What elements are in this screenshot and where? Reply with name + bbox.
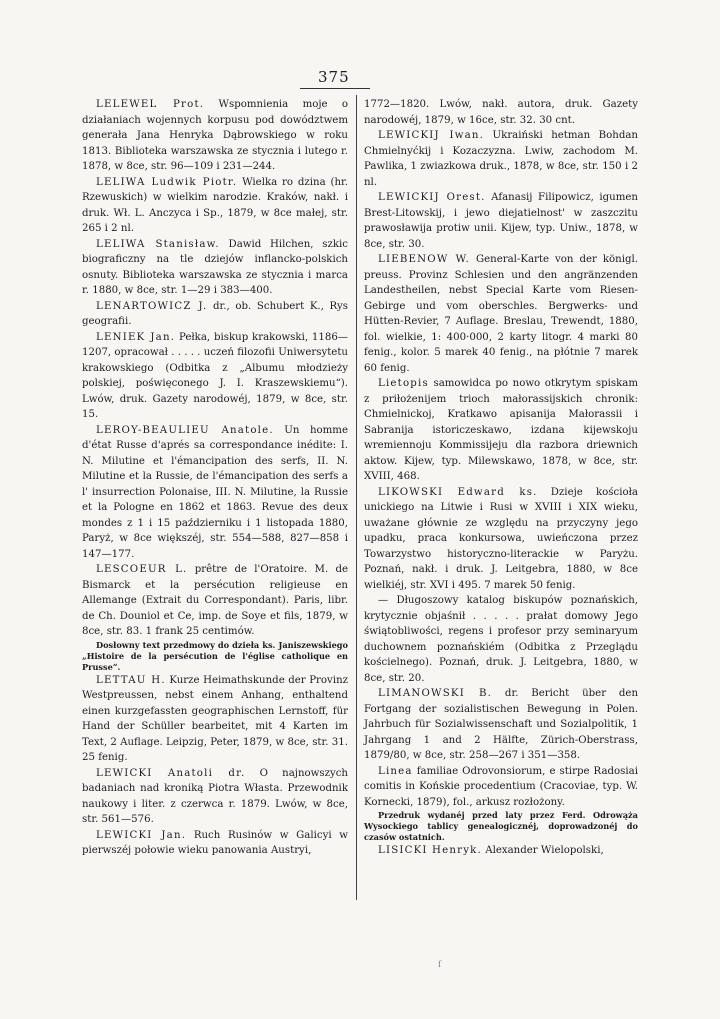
bibliography-entry (82, 562, 348, 640)
entry-text: Pełka, biskup krakowski, 1186—1207, opracował . . . . . uczeń filozofii Uniwersytetu krakowskiego (Odbitka z „Albumu młodzieży polskiej, poświęconego J. I. Kraszewskiemu“). Lwów, druk. Gazety narodowéj, 1879, w 8ce, str. 15. (82, 331, 348, 420)
column-divider (356, 95, 357, 900)
bibliography-entry (82, 97, 348, 175)
bibliography-entry (364, 376, 638, 485)
entry-author: LELIWA Ludwik Piotr. (96, 176, 238, 188)
entry-text: Ruch Rusinów w Galicyi w pierwszéj połowie wieku panowania Austryi, (82, 829, 348, 856)
left-column (82, 97, 348, 859)
entry-text: Ukraiński hetman Bohdan Chmielnyćkij i Kozaczyzna. Lwiw, zachodom M. Pawlika, 1 zwiazkowa druk., 1878, w 8ce, str. 150 i 2 nl. (364, 130, 638, 188)
entry-text: familiae Odrovonsiorum, e stirpe Radosiai comitis in Końskie procedentium (Cracoviae, typ. W. Kornecki, 1879), fol., arkusz rozłożony. (364, 765, 638, 808)
bibliography-entry (364, 252, 638, 376)
bibliography-entry (364, 190, 638, 252)
bibliography-entry (82, 673, 348, 766)
entry-author: LIMANOWSKI B. (378, 688, 493, 699)
bibliography-entry (82, 330, 348, 423)
entry-text: dr. Bericht über den Fortgang der sozialistischen Bewegung in Polen. Jahrbuch für Sozialwissenschaft und Sozialpolitik, 1 Jahrgang 1 and 2 Hälfte, Zürich-Oberstrass, 1879/80, w 8ce, str. 258—267 i 351—358. (364, 688, 639, 761)
entry-author: Linea (378, 765, 413, 777)
entry-author: LEROY-BEAULIEU Anatole. (96, 424, 274, 436)
bibliography-entry (364, 593, 638, 686)
entry-text: — Długoszowy katalog biskupów poznańskich, krytycznie objaśnił . . . . . prałat domowy Jego świątobliwości, regens i profesor przy seminaryum duchownem poznańskiém (Odbitka z Przeglądu kościelnego). Poznań, druk. J. Leitgebra, 1880, w 8ce, str. 20. (364, 595, 638, 684)
bibliography-entry (82, 766, 348, 828)
entry-author: LISICKI Henryk. (378, 845, 482, 856)
page-number-rule (300, 88, 370, 89)
entry-text: Dzieje kościoła unickiego na Litwie i Rusi w XVIII i XIX wieku, uważane głównie ze względu na przyczyny jego upadku, praca konkursowa, uwieńczona przez Towarzystwo historyczno-literackie w Paryżu. Poznań, nakł. i druk. J. Leitgebra, 1880, w 8ce wielkiéj, str. XVI i 495. 7 marek 50 fenig. (364, 486, 638, 591)
entry-author: LEWICKIJ Iwan. (378, 130, 485, 141)
right-column (364, 97, 638, 859)
page-number: 375 (318, 68, 350, 86)
entry-author: LELEWEL Prot. (96, 99, 205, 110)
entry-author: LEWICKI Anatoli dr. (96, 767, 246, 779)
bibliography-entry (364, 764, 638, 811)
bibliography-entry (82, 828, 348, 859)
entry-author: LEWICKI Jan. (96, 829, 187, 841)
entry-author: LEWICKIJ Orest. (378, 192, 486, 203)
entry-author: LESCOEUR L. (96, 564, 188, 575)
bibliography-entry (82, 175, 348, 237)
entry-text: Afanasij Filipowicz, igumen Brest-Litowskij, i jewo diejatielnost' w zaszczitu prawosławija protiw unii. Kijew, typ. Uniw., 1878, w 8ce, str. 30. (364, 192, 638, 250)
entry-note: Dosłowny text przedmowy do dzieła ks. Janiszewskiego „Histoire de la persécution de l'église catholique en Prusse“. (82, 639, 348, 672)
entry-author: LETTAU H. (96, 674, 166, 686)
entry-text: Wielka ro dzina (hr. Rzewuskich) w wielkim narodzie. Kraków, nakł. i druk. Wł. L. Anczyca i Sp., 1879, w 8ce małej, str. 265 i 2 nl. (82, 176, 348, 234)
entry-author: LIEBENOW W. (378, 254, 470, 265)
bibliography-entry (82, 423, 348, 563)
entry-author: LIKOWSKI Edward ks. (378, 486, 538, 498)
bibliography-entry (364, 485, 638, 594)
entry-note: Przedruk wydanéj przed laty przez Ferd. Odrowąża Wysockiego tablicy genealogicznéj, doprowadzonéj do czasów ostatnich. (364, 810, 638, 842)
entry-text: Un homme d'état Russe d'aprés sa correspondance inédite: I. N. Milutine et l'émancipation des serfs, II. N. Milutine et la Russie, de l'émancipation des serfs a l' insurrection Polonaise, III. N. Milutine, la Russie et la Pologne en 1862 et 1863. Revue des deux mondes z 1 i 15 październiku i 1 listopada 1880, Paryż, w 8ce większéj, str. 554—588, 827—858 i 147—177. (82, 424, 348, 560)
entry-text: Alexander Wielopolski, (481, 845, 604, 856)
entry-author: LENARTOWICZ J. (96, 300, 208, 312)
entry-text: samowidca po nowo otkrytym spiskam z priłożenijem trioch małorassijskich chronik: Chmielnickoj, Kratkawo apisanija Małorassii i Sabranija istoriczeskawo, izdana kijewskoju wremiennoju Kommissijeju dla razbora driewnich aktow. Kijew, typ. Milewskawo, 1878, w 8ce, str. XVIII, 468. (364, 378, 638, 482)
entry-author: LENIEK Jan. (96, 331, 176, 343)
bibliography-entry (82, 237, 348, 299)
bibliography-entry (364, 128, 638, 190)
entry-text: dr., ob. Schubert K., Rys geografii. (82, 300, 348, 327)
entry-text: prêtre de l'Oratoire. M. de Bismarck et la persécution religieuse en Allemange (Extrait du Correspondant). Paris, libr. de Ch. Douniol et Ce, imp. de Soye et fils, 1879, w 8ce, str. 83. 1 frank 25 centimów. (82, 564, 348, 637)
entry-text: 1772—1820. Lwów, nakł. autora, druk. Gazety narodowéj, 1879, w 16ce, str. 32. 30 cnt. (364, 99, 638, 126)
entry-text: Wspomnienia moje o działaniach wojennych korpusu pod dowództwem generała Jana Henryka Dąbrowskiego w roku 1813. Biblioteka warszawska ze stycznia i lutego r. 1878, w 8ce, str. 96—109 i 231—244. (82, 99, 348, 172)
bibliography-entry (364, 686, 638, 764)
entry-author: Lietopis (378, 378, 429, 389)
bibliography-entry-continued (364, 97, 638, 128)
entry-text: Kurze Heimathskunde der Provinz Westpreussen, nebst einem Anhang, enthaltend einen kurzgefassten geographischen Lernstoff, für Hand der Schüller bearbeitet, mit 4 Karten im Text, 2 Auflage. Leipzig, Peter, 1879, w 8ce, str. 31. 25 fenig. (82, 674, 348, 763)
bibliography-entry (82, 299, 348, 330)
entry-text: General-Karte von der königl. preuss. Provinz Schlesien und den angränzenden Landestheilen, nebst Special Karte vom Riesen-Gebirge und vom oberschles. Bergwerks- und Hütten-Revier, 7 Auflage. Breslau, Trewendt, 1880, fol. wielkie, 1: 400·000, 2 karty litogr. 4 marki 80 fenig., kolor. 5 marek 40 fenig., na płótnie 7 marek 60 fenig. (364, 254, 638, 374)
entry-author: LELIWA Stanisław. (96, 238, 220, 250)
entry-text: Dawid Hilchen, szkic biograficzny na tle dziejów inflancko-polskich osnuty. Biblioteka warszawska ze stycznia i marca r. 1880, w 8ce, str. 1—29 i 383—400. (82, 238, 348, 296)
bibliography-entry (364, 843, 638, 859)
entry-text: O najnowszych badaniach nad kroniką Piotra Własta. Przewodnik naukowy i liter. z czerwca r. 1879. Lwów, w 8ce, str. 561—576. (82, 767, 348, 825)
footer-mark: ſ (438, 960, 441, 969)
